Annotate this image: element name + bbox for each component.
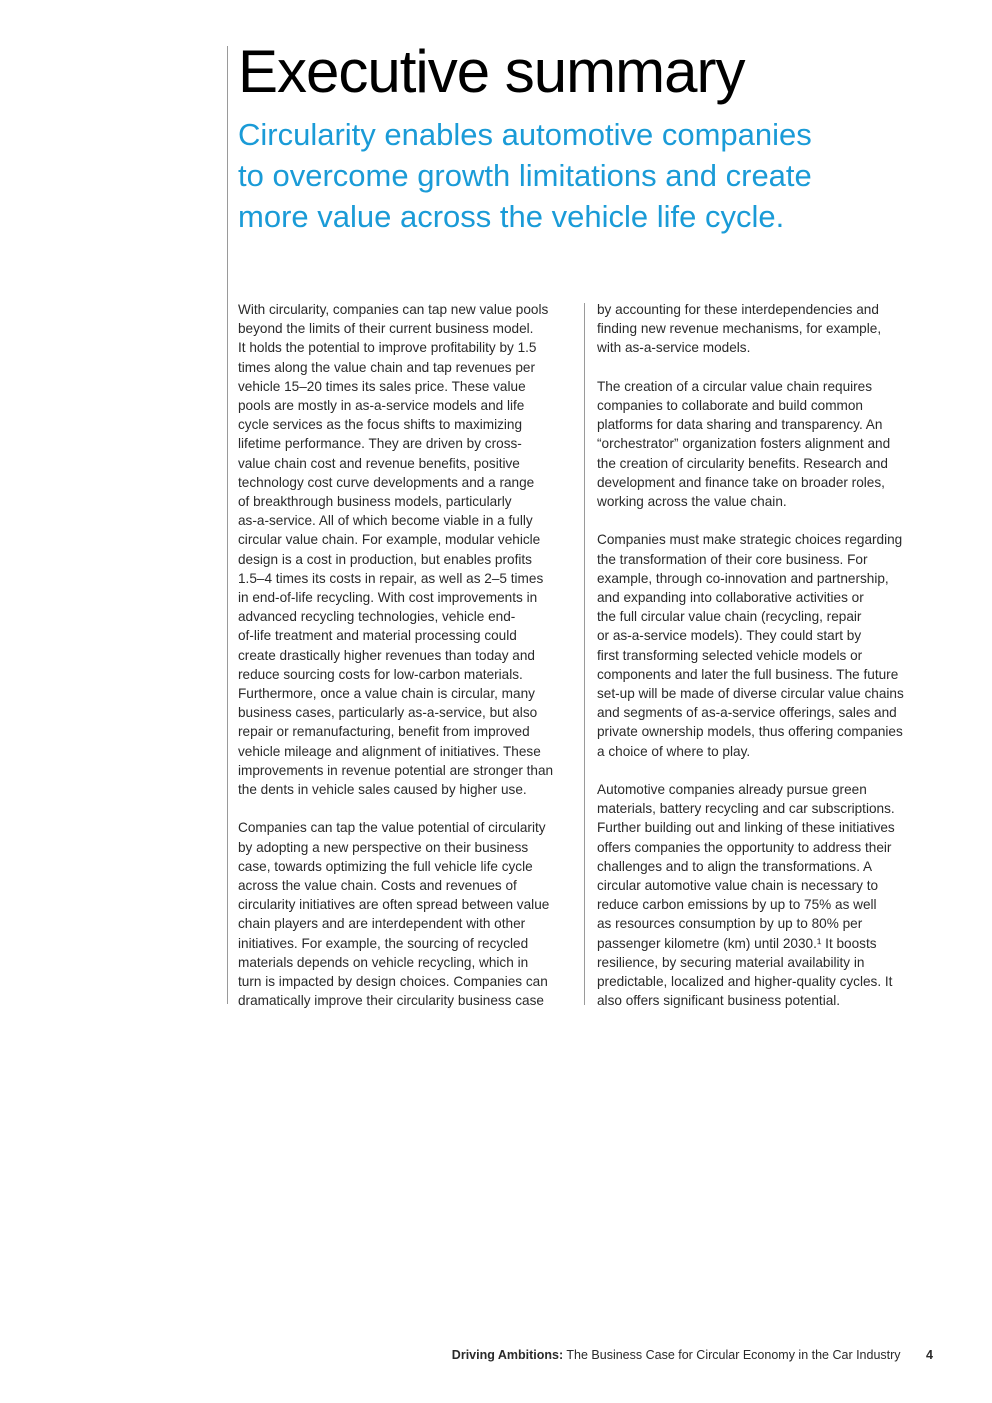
text-line: vehicle 15–20 times its sales price. These value [238, 378, 526, 394]
text-line: and expanding into collaborative activities or [597, 590, 864, 606]
text-line: Companies must make strategic choices regarding [597, 532, 903, 548]
text-line: lifetime performance. They are driven by cross- [238, 436, 522, 452]
text-line: the full circular value chain (recycling, repair [597, 609, 862, 625]
page-number: 4 [926, 1348, 933, 1362]
text-line: dramatically improve their circularity business case [238, 993, 544, 1009]
body-paragraph-right-3 [597, 530, 942, 760]
text-line: Further building out and linking of these initiatives [597, 820, 895, 836]
body-paragraph-right-4 [597, 780, 942, 1010]
text-line: offers companies the opportunity to address their [597, 839, 892, 855]
text-line: by accounting for these interdependencies and [597, 302, 879, 317]
body-column-right [597, 300, 942, 1030]
body-column-left [238, 300, 580, 1030]
body-paragraph-left-1 [238, 300, 580, 799]
text-line: in end-of-life recycling. With cost improvements in [238, 590, 538, 606]
text-line: passenger kilometre (km) until 2030.¹ It boosts [597, 935, 877, 951]
text-line: technology cost curve developments and a range [238, 474, 535, 490]
text-line: of-life treatment and material processing could [238, 628, 517, 644]
text-line: by adopting a new perspective on their business [238, 839, 529, 855]
text-line: cycle services as the focus shifts to maximizing [238, 417, 523, 433]
text-line: The creation of a circular value chain requires [597, 378, 873, 394]
text-line: times along the value chain and tap revenues per [238, 359, 535, 375]
text-line: repair or remanufacturing, benefit from improved [238, 724, 530, 740]
subtitle-line: Circularity enables automotive companies [238, 117, 812, 152]
text-line: the transformation of their core business. For [597, 551, 868, 567]
text-line: materials depends on vehicle recycling, which in [238, 954, 529, 970]
text-line: first transforming selected vehicle models or [597, 647, 863, 663]
text-line: platforms for data sharing and transparency. An [597, 417, 883, 433]
subtitle-line: to overcome growth limitations and create [238, 158, 812, 193]
text-line: components and later the full business. The future [597, 666, 899, 682]
text-line: advanced recycling technologies, vehicle end- [238, 609, 516, 625]
page-footer [452, 1346, 933, 1364]
text-line: 1.5–4 times its costs in repair, as well as 2–5 times [238, 570, 544, 586]
text-line: private ownership models, thus offering companies [597, 724, 903, 740]
text-line: with as-a-service models. [597, 340, 751, 356]
page-subtitle [238, 114, 918, 237]
text-line: as-a-service. All of which become viable in a fully [238, 513, 533, 529]
text-line: create drastically higher revenues than today and [238, 647, 535, 663]
text-line: circular value chain. For example, modular vehicle [238, 532, 541, 548]
body-paragraph-left-2 [238, 818, 580, 1010]
body-paragraph-right-2 [597, 377, 942, 511]
text-line: across the value chain. Costs and revenues of [238, 878, 517, 894]
text-line: development and finance take on broader roles, [597, 474, 885, 490]
text-line: challenges and to align the transformations. A [597, 858, 873, 874]
left-margin-rule [227, 46, 228, 1004]
text-line: resilience, by securing material availability in [597, 954, 865, 970]
text-line: materials, battery recycling and car subscriptions. [597, 801, 895, 817]
text-line: Furthermore, once a value chain is circular, many [238, 686, 535, 702]
text-line: circular automotive value chain is necessary to [597, 878, 879, 894]
subtitle-line: more value across the vehicle life cycle. [238, 199, 785, 234]
text-line: vehicle mileage and alignment of initiatives. These [238, 743, 541, 759]
footer-report-brand: Driving Ambitions: [451, 1348, 564, 1362]
text-line: initiatives. For example, the sourcing of recycled [238, 935, 529, 951]
text-line: business cases, particularly as-a-service, but also [238, 705, 538, 721]
text-line: value chain cost and revenue benefits, positive [238, 455, 520, 471]
text-line: the creation of circularity benefits. Research and [597, 455, 888, 471]
text-line: the dents in vehicle sales caused by higher use. [238, 782, 527, 798]
text-line: case, towards optimizing the full vehicle life cycle [238, 858, 533, 874]
text-line: as resources consumption by up to 80% per [597, 916, 863, 932]
text-line: example, through co-innovation and partnership, [597, 570, 889, 586]
text-line: reduce sourcing costs for low-carbon materials. [238, 666, 523, 682]
footer-report-subtitle: The Business Case for Circular Economy in the Car Industry [566, 1348, 901, 1362]
text-line: design is a cost in production, but enables profits [238, 551, 532, 567]
text-line: reduce carbon emissions by up to 75% as well [597, 897, 877, 913]
text-line: Companies can tap the value potential of circularity [238, 820, 546, 836]
text-line: of breakthrough business models, particularly [238, 494, 512, 510]
text-line: pools are mostly in as-a-service models and life [238, 398, 525, 414]
text-line: beyond the limits of their current business model. [238, 321, 534, 337]
text-line: a choice of where to play. [597, 743, 751, 759]
text-line: companies to collaborate and build common [597, 398, 863, 413]
text-line: working across the value chain. [597, 494, 787, 510]
text-line: predictable, localized and higher-quality cycles. It [597, 974, 893, 990]
text-line: finding new revenue mechanisms, for example, [597, 321, 882, 337]
text-line: chain players and are interdependent with other [238, 916, 526, 932]
text-line: also offers significant business potential. [597, 993, 841, 1009]
text-line: turn is impacted by design choices. Companies can [238, 974, 548, 990]
body-paragraph-right-1 [597, 300, 942, 358]
text-line: or as-a-service models). They could start by [597, 628, 862, 644]
text-line: Automotive companies already pursue green [597, 782, 867, 798]
page-title: Executive summary [238, 38, 745, 105]
text-line: circularity initiatives are often spread between value [238, 897, 550, 913]
text-line: and segments of as-a-service offerings, sales and [597, 705, 897, 721]
column-divider-rule [584, 303, 585, 1005]
text-line: set-up will be made of diverse circular value chains [597, 686, 904, 702]
text-line: improvements in revenue potential are stronger than [238, 762, 554, 778]
text-line: It holds the potential to improve profitability by 1.5 [238, 340, 537, 356]
text-line: With circularity, companies can tap new value pools [238, 302, 549, 317]
text-line: “orchestrator” organization fosters alignment and [597, 436, 891, 452]
